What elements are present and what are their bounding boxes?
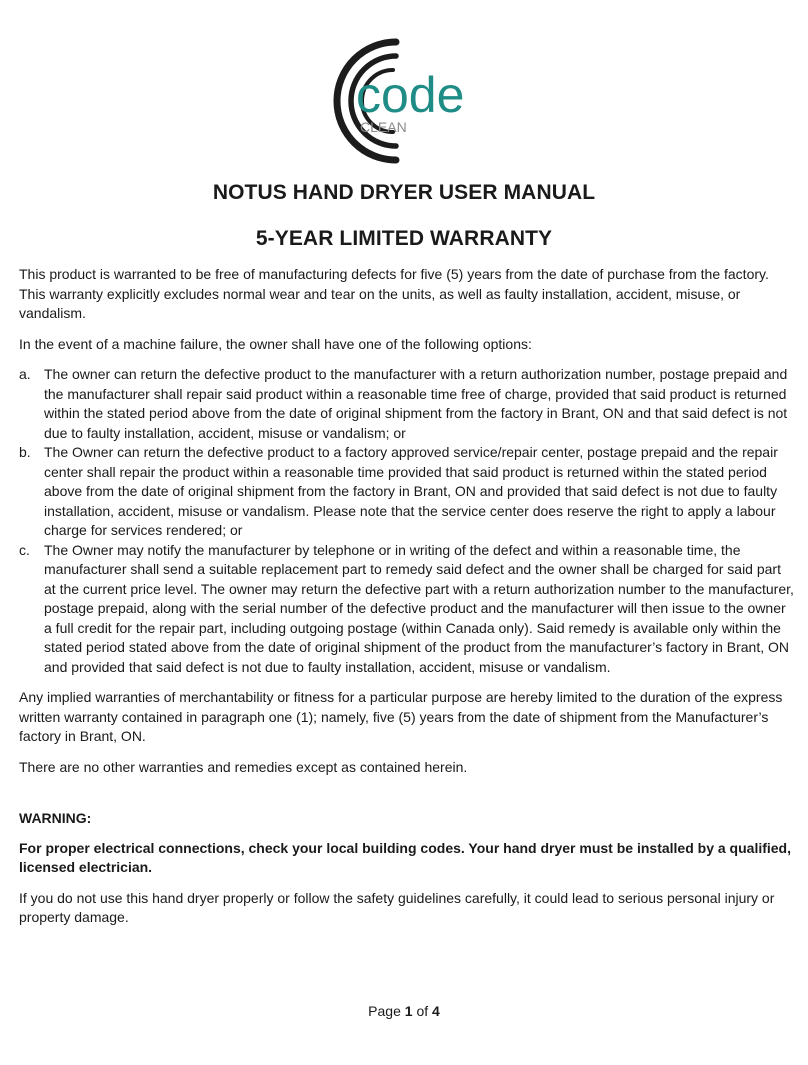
page-of-word: of — [416, 1003, 429, 1019]
document-title: NOTUS HAND DRYER USER MANUAL — [212, 181, 596, 204]
option-c — [19, 541, 794, 678]
option-marker: b. — [19, 444, 31, 460]
option-text: The Owner can return the defective product to a factory approved service/repair center, postage prepaid and the repair center shall repair the product within a reasonable time provided that said product is returned within the stated period above from the date of original shipment from the factory in Brant, ON and provided that said defect is not due to faulty installation, accident, misuse or vandalism. Please note that the service center does reserve the right to apply a labour charge for services rendered; or — [44, 444, 778, 538]
warning-electrical: For proper electrical connections, check your local building codes. Your hand dryer must be installed by a qualified, licensed electrician. — [19, 839, 791, 875]
page-word: Page — [368, 1003, 401, 1019]
option-a — [19, 365, 794, 443]
warning-safety-text: If you do not use this hand dryer properly or follow the safety guidelines carefully, it could lead to serious personal injury or property damage. — [19, 889, 775, 925]
no-other-warranties-paragraph: There are no other warranties and remedies except as contained herein. — [19, 758, 468, 775]
logo-subword: CLEAN — [360, 119, 407, 135]
implied-warranties-paragraph: Any implied warranties of merchantability or fitness for a particular purpose are hereby limited to the duration of the express written warranty contained in paragraph one (1); namely, five (5) years from the date of shipment from the Manufacturer’s factory in Brant, ON. — [19, 689, 783, 744]
warning-heading: WARNING: — [19, 810, 92, 826]
options-list — [19, 365, 794, 677]
option-marker: c. — [19, 541, 30, 558]
page-current: 1 — [404, 1003, 413, 1019]
option-text: The Owner may notify the manufacturer by telephone or in writing of the defect and within a reasonable time, the manufacturer shall send a suitable replacement part to remedy said defect and the owner shall be charged for said part at the current price level. The owner may return the defective part with a return authorization number to the manufacturer, postage prepaid, along with the serial number of the defective product and the manufacturer will then issue to the owner a full credit for the repair part, including outgoing postage (within Canada only). Said remedy is available only within the stated period stated above from the date of original shipment of the product from the manufacturer’s factory in Brant, ON and provided that said defect is not due to faulty installation, accident, misuse or vandalism. — [44, 541, 794, 675]
option-b — [19, 443, 794, 541]
code-clean-logo — [300, 26, 496, 176]
logo-graphic — [300, 26, 496, 176]
warranty-paragraph: This product is warranted to be free of manufacturing defects for five (5) years from the date of purchase from the factory. This warranty explicitly excludes normal wear and tear on the units, as well as faulty installation, accident, misuse, or vandalism. — [19, 266, 769, 321]
document-body — [19, 265, 794, 928]
document-subtitle: 5-YEAR LIMITED WARRANTY — [255, 227, 553, 250]
page-total: 4 — [432, 1003, 440, 1019]
options-intro: In the event of a machine failure, the owner shall have one of the following options: — [19, 335, 532, 352]
logo-word: code — [356, 67, 465, 123]
option-text: The owner can return the defective product to the manufacturer with a return authorization number, postage prepaid and the manufacturer shall repair said product within a reasonable time free of charge, provided that said product is returned within the stated period above from the date of original shipment from the factory in Brant, ON and that said defect is not due to faulty installation, accident, misuse or vandalism; or — [44, 366, 788, 441]
page-footer — [0, 1003, 808, 1019]
option-marker: a. — [19, 366, 31, 382]
